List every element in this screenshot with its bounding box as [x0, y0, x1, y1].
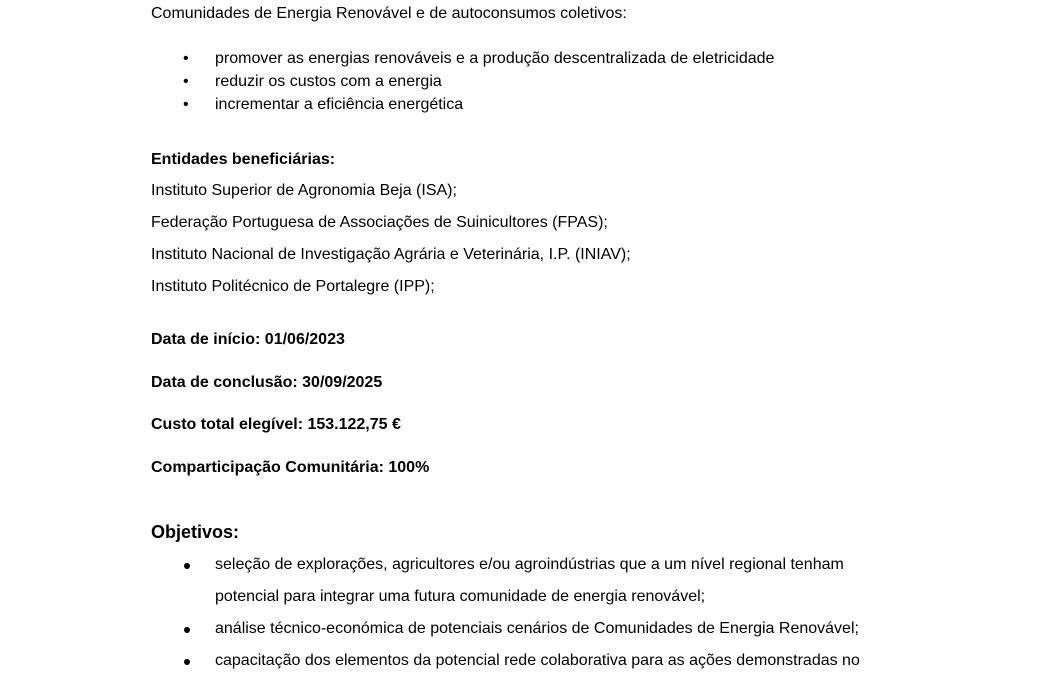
objective-item-continuation: potencial para integrar uma futura comunidade de energia renovável;: [215, 588, 706, 605]
bullet-icon: [184, 627, 190, 633]
beneficiary-item: Instituto Nacional de Investigação Agrária e Veterinária, I.P. (INIAV);: [151, 246, 631, 263]
intro-item: promover as energias renováveis e a produção descentralizada de eletricidade: [215, 50, 775, 67]
bullet-icon: •: [183, 73, 189, 90]
bullet-icon: •: [183, 50, 189, 67]
start-date: Data de início: 01/06/2023: [151, 331, 345, 348]
objectives-heading: Objetivos:: [151, 522, 240, 542]
bullet-icon: [184, 563, 190, 569]
objective-item: seleção de explorações, agricultores e/ou agroindústrias que a um nível regional tenham: [215, 556, 844, 573]
intro-line: Comunidades de Energia Renovável e de autoconsumos coletivos:: [151, 5, 627, 22]
bullet-icon: [184, 659, 190, 665]
objective-item: análise técnico-económica de potenciais cenários de Comunidades de Energia Renovável;: [215, 620, 859, 637]
bullet-icon: •: [183, 96, 189, 113]
beneficiary-item: Instituto Politécnico de Portalegre (IPP);: [151, 278, 435, 295]
community-funding: Comparticipação Comunitária: 100%: [151, 459, 430, 476]
beneficiaries-label: Entidades beneficiárias:: [151, 151, 336, 168]
beneficiary-item: Instituto Superior de Agronomia Beja (ISA);: [151, 182, 457, 199]
intro-item: reduzir os custos com a energia: [215, 73, 442, 90]
total-cost: Custo total elegível: 153.122,75 €: [151, 416, 401, 433]
objective-item: capacitação dos elementos da potencial rede colaborativa para as ações demonstradas no: [215, 652, 860, 669]
intro-item: incrementar a eficiência energética: [215, 96, 464, 113]
beneficiary-item: Federação Portuguesa de Associações de Suinicultores (FPAS);: [151, 214, 608, 231]
end-date: Data de conclusão: 30/09/2025: [151, 374, 383, 391]
